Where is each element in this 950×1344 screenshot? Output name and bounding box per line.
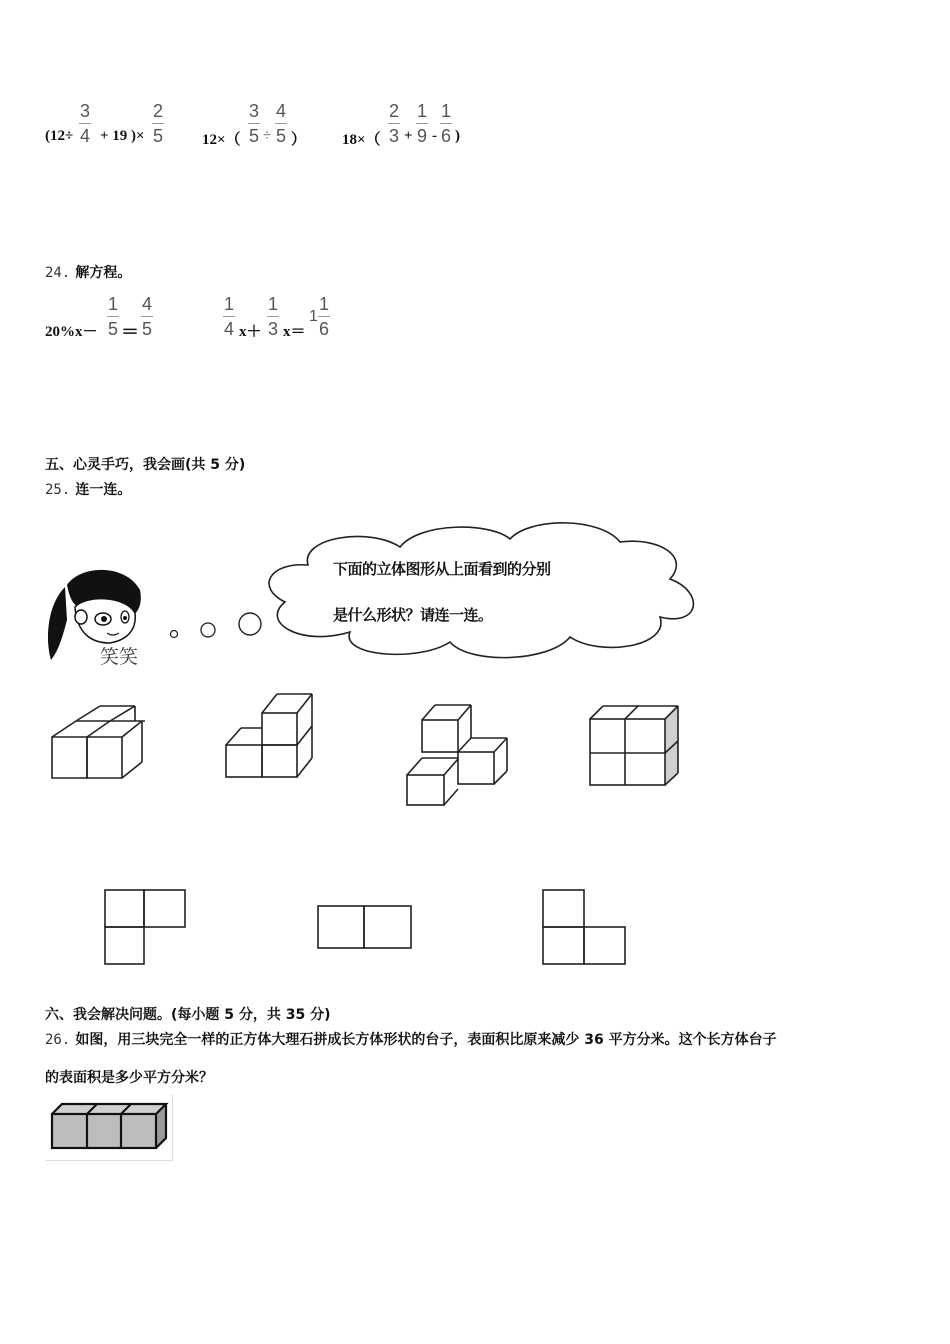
fraction: 1 4 xyxy=(223,294,234,339)
expr-part: ) xyxy=(455,128,460,144)
mixed-whole: 1 xyxy=(309,308,318,325)
eq-part: x＝ xyxy=(283,324,306,340)
expr-part: 18×（ xyxy=(342,132,381,148)
top-view-2 xyxy=(317,904,415,950)
expr-part: + 19 )× xyxy=(100,128,145,144)
speech-cloud-icon xyxy=(260,517,700,667)
girl-illustration-icon xyxy=(45,565,155,670)
eq-part: 20%x－ xyxy=(45,324,98,340)
bubble-line-1: 下面的立体图形从上面看到的分别 xyxy=(333,560,551,578)
fraction: 1 6 xyxy=(440,101,451,146)
solid-figure-2 xyxy=(225,690,320,780)
bubble-line-2: 是什么形状？请连一连。 xyxy=(333,606,493,624)
fraction: 3 5 xyxy=(248,101,259,146)
top-view-3 xyxy=(542,889,628,967)
fraction: 1 9 xyxy=(416,101,427,146)
eq-part: x＋ xyxy=(239,324,262,340)
eq-part: ＝ xyxy=(121,322,139,342)
fraction: 4 5 xyxy=(275,101,286,146)
section-5-heading: 五、心灵手巧，我会画(共 5 分) xyxy=(45,457,246,473)
expr-part: 12×（ xyxy=(202,132,241,148)
expr-part: ÷ xyxy=(263,128,272,144)
question-26-text-line2: 的表面积是多少平方分米？ xyxy=(45,1070,213,1086)
svg-text:笑笑: 笑笑 xyxy=(100,646,139,668)
top-view-1 xyxy=(104,889,188,967)
fraction: 2 5 xyxy=(152,101,163,146)
expr-part: ） xyxy=(291,132,307,148)
solid-figure-4 xyxy=(588,703,683,788)
section-6-heading: 六、我会解决问题。(每小题 5 分，共 35 分) xyxy=(45,1007,331,1023)
fraction: 3 4 xyxy=(79,101,90,146)
question-25-title: 25. 连一连。 xyxy=(45,482,132,498)
question-26-text: 26. 如图，用三块完全一样的正方体大理石拼成长方体形状的台子，表面积比原来减少 36 平方分米。这个长方体台子 xyxy=(45,1032,777,1048)
expr-part: - xyxy=(432,128,437,144)
fraction: 1 3 xyxy=(267,294,278,339)
thought-dots-icon xyxy=(165,610,265,645)
solid-figure-3 xyxy=(405,703,515,808)
fraction: 1 6 xyxy=(318,294,329,339)
fraction: 1 5 xyxy=(107,294,118,339)
expr-part: + xyxy=(404,128,413,144)
fraction: 4 5 xyxy=(141,294,152,339)
question-24-title: 24. 解方程。 xyxy=(45,265,132,281)
expr-part: (12÷ xyxy=(45,128,74,144)
fraction: 2 3 xyxy=(388,101,399,146)
three-cubes-figure xyxy=(50,1102,170,1154)
solid-figure-1 xyxy=(50,712,150,784)
